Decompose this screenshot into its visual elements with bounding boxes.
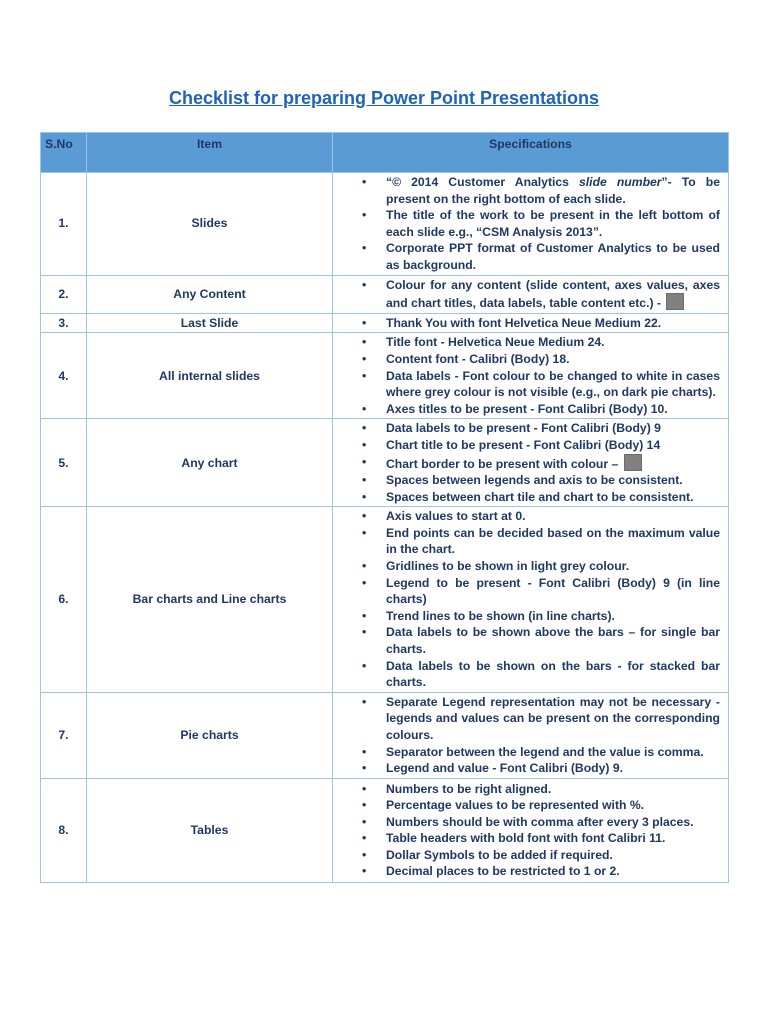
- header-sno: S.No: [41, 133, 87, 173]
- row-sno: 8.: [41, 778, 87, 882]
- row-sno: 6.: [41, 507, 87, 693]
- table-row: [41, 419, 729, 507]
- spec-item: • Colour for any content (slide content, axes values, axes and chart titles, data labels, table content etc.) -: [333, 277, 720, 312]
- row-specs: [333, 507, 729, 693]
- spec-item: • Numbers should be with comma after every 3 places.: [333, 814, 720, 831]
- spec-item: • Thank You with font Helvetica Neue Medium 22.: [333, 315, 720, 332]
- row-sno: 5.: [41, 419, 87, 507]
- table-row: [41, 275, 729, 313]
- row-sno: 2.: [41, 275, 87, 313]
- row-specs: [333, 173, 729, 276]
- spec-item: • Title font - Helvetica Neue Medium 24.: [333, 334, 720, 351]
- spec-item: • “© 2014 Customer Analytics slide number”- To be present on the right bottom of each slide.: [333, 174, 720, 207]
- spec-item: • Trend lines to be shown (in line charts).: [333, 608, 720, 625]
- spec-item: • Legend to be present - Font Calibri (Body) 9 (in line charts): [333, 575, 720, 608]
- row-item: Tables: [87, 778, 333, 882]
- spec-item: • Data labels - Font colour to be changed to white in cases where grey colour is not visible (e.g., on dark pie charts).: [333, 368, 720, 401]
- row-item: Any Content: [87, 275, 333, 313]
- spec-item: • Data labels to be present - Font Calibri (Body) 9: [333, 420, 720, 437]
- checklist-table: [40, 132, 729, 883]
- spec-item: • Axes titles to be present - Font Calibri (Body) 10.: [333, 401, 720, 418]
- row-item: Slides: [87, 173, 333, 276]
- spec-item: • Spaces between chart tile and chart to be consistent.: [333, 489, 720, 506]
- page-title: Checklist for preparing Power Point Presentations: [168, 88, 600, 108]
- spec-item: • Gridlines to be shown in light grey colour.: [333, 558, 720, 575]
- table-row: [41, 333, 729, 419]
- header-row: [41, 133, 729, 173]
- row-specs: [333, 419, 729, 507]
- spec-item: • Table headers with bold font with font Calibri 11.: [333, 830, 720, 847]
- spec-item: • Data labels to be shown above the bars – for single bar charts.: [333, 624, 720, 657]
- spec-item: • Chart border to be present with colour –: [333, 454, 720, 473]
- spec-item: • Spaces between legends and axis to be consistent.: [333, 472, 720, 489]
- grey-colour-swatch: [624, 454, 642, 471]
- spec-item: • Numbers to be right aligned.: [333, 781, 720, 798]
- header-item: Item: [87, 133, 333, 173]
- grey-colour-swatch: [666, 293, 684, 310]
- row-sno: 3.: [41, 313, 87, 333]
- row-item: All internal slides: [87, 333, 333, 419]
- spec-item: • Percentage values to be represented with %.: [333, 797, 720, 814]
- row-item: Pie charts: [87, 692, 333, 778]
- table-row: [41, 507, 729, 693]
- spec-item: • Legend and value - Font Calibri (Body) 9.: [333, 760, 720, 777]
- spec-item: • Content font - Calibri (Body) 18.: [333, 351, 720, 368]
- row-sno: 1.: [41, 173, 87, 276]
- row-sno: 7.: [41, 692, 87, 778]
- spec-item: • Dollar Symbols to be added if required.: [333, 847, 720, 864]
- spec-item: • Separate Legend representation may not be necessary - legends and values can be present on the corresponding colours.: [333, 694, 720, 744]
- row-sno: 4.: [41, 333, 87, 419]
- table-row: [41, 692, 729, 778]
- spec-item: • Decimal places to be restricted to 1 or 2.: [333, 863, 720, 880]
- table-row: [41, 313, 729, 333]
- spec-item: • Separator between the legend and the value is comma.: [333, 744, 720, 761]
- row-specs: [333, 313, 729, 333]
- spec-item: • The title of the work to be present in the left bottom of each slide e.g., “CSM Analysis 2013”.: [333, 207, 720, 240]
- spec-item: • End points can be decided based on the maximum value in the chart.: [333, 525, 720, 558]
- spec-item: • Chart title to be present - Font Calibri (Body) 14: [333, 437, 720, 454]
- row-item: Any chart: [87, 419, 333, 507]
- row-specs: [333, 275, 729, 313]
- row-specs: [333, 692, 729, 778]
- spec-item: • Data labels to be shown on the bars - for stacked bar charts.: [333, 658, 720, 691]
- spec-item: • Corporate PPT format of Customer Analytics to be used as background.: [333, 240, 720, 273]
- table-row: [41, 778, 729, 882]
- row-item: Bar charts and Line charts: [87, 507, 333, 693]
- row-specs: [333, 333, 729, 419]
- row-specs: [333, 778, 729, 882]
- header-specifications: Specifications: [333, 133, 729, 173]
- spec-item: • Axis values to start at 0.: [333, 508, 720, 525]
- row-item: Last Slide: [87, 313, 333, 333]
- table-row: [41, 173, 729, 276]
